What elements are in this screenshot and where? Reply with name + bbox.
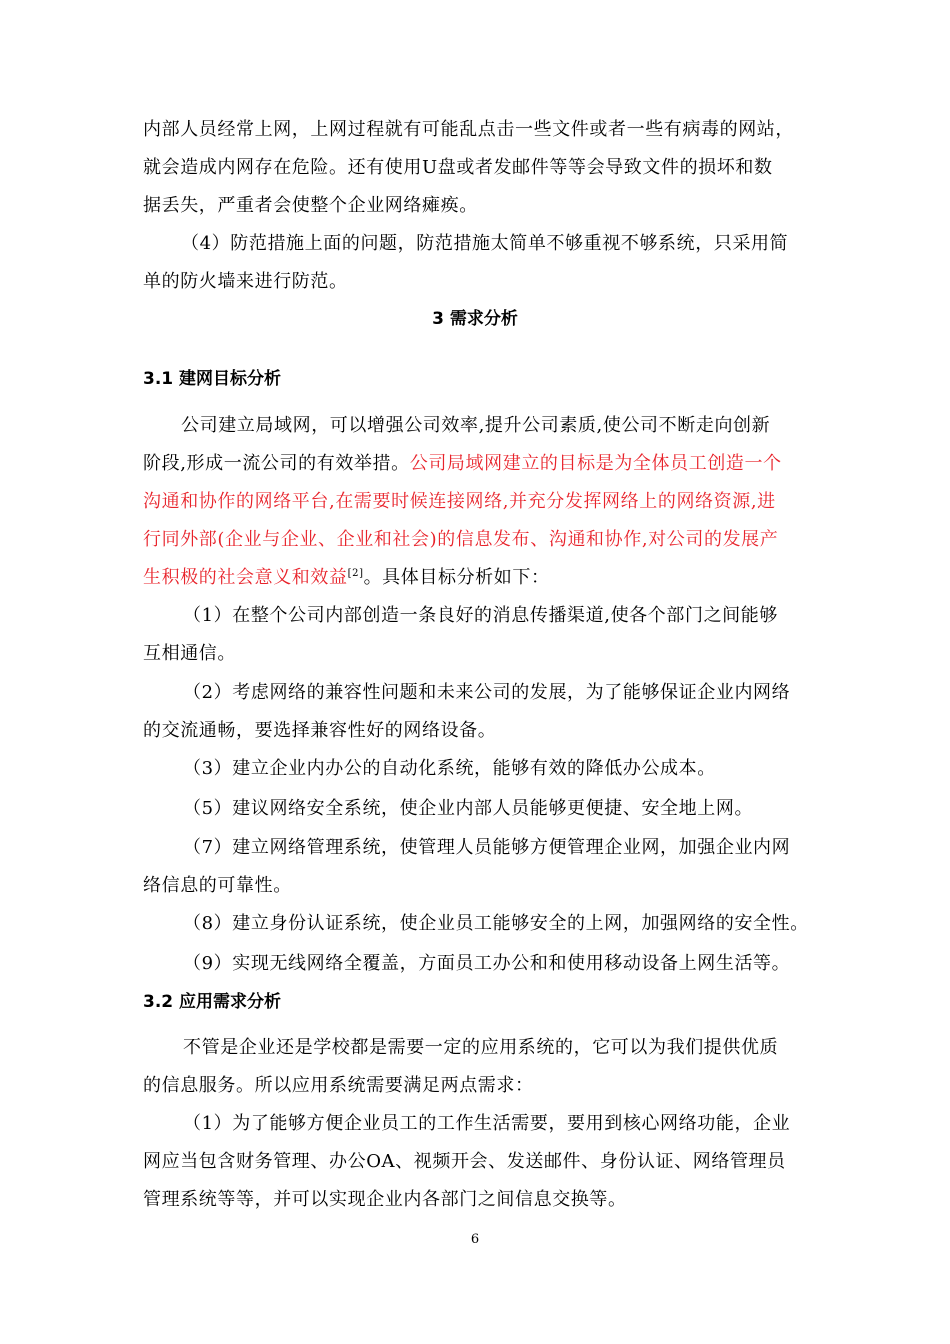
body-text-line: 单的防火墙来进行防范。 — [143, 271, 348, 292]
highlighted-text-line: 行同外部(企业与企业、企业和社会)的信息发布、沟通和协作,对公司的发展产 — [143, 529, 779, 550]
highlighted-text-line: 沟通和协作的网络平台,在需要时候连接网络,并充分发挥网络上的网络资源,进 — [143, 491, 776, 512]
list-item-line: 管理系统等等，并可以实现企业内各部门之间信息交换等。 — [143, 1189, 627, 1210]
list-item-line: （8）建立身份认证系统，使企业员工能够安全的上网，加强网络的安全性。 — [183, 913, 809, 934]
body-text-segment: 阶段,形成一流公司的有效举措。 — [143, 453, 410, 474]
section-heading: 3.2 应用需求分析 — [143, 992, 282, 1012]
section-heading: 3.1 建网目标分析 — [143, 369, 282, 389]
list-item-line: （1）在整个公司内部创造一条良好的消息传播渠道,使各个部门之间能够 — [183, 605, 778, 626]
highlighted-text: 公司局域网建立的目标是为全体员工创造一个 — [409, 453, 782, 474]
list-item-line: （3）建立企业内办公的自动化系统，能够有效的降低办公成本。 — [183, 758, 716, 779]
list-item-line: （1）为了能够方便企业员工的工作生活需要，要用到核心网络功能，企业 — [183, 1113, 791, 1134]
citation-marker: [2] — [347, 568, 364, 579]
body-text-line — [143, 452, 823, 476]
list-item-line: （9）实现无线网络全覆盖，方面员工办公和和使用移动设备上网生活等。 — [183, 953, 791, 974]
body-text-line: 就会造成内网存在危险。还有使用U盘或者发邮件等等会导致文件的损坏和数 — [143, 157, 773, 178]
highlighted-text: 生积极的社会意义和效益 — [143, 567, 348, 588]
chapter-heading: 3 需求分析 — [432, 309, 518, 329]
body-text-line: 据丢失，严重者会使整个企业网络瘫痪。 — [143, 195, 478, 216]
body-text-line: 的信息服务。所以应用系统需要满足两点需求： — [143, 1075, 534, 1096]
body-text-line: 不管是企业还是学校都是需要一定的应用系统的，它可以为我们提供优质 — [183, 1037, 779, 1058]
page-number: 6 — [470, 1232, 480, 1247]
body-text-line — [143, 566, 823, 590]
list-item-line: 互相通信。 — [143, 643, 236, 664]
body-text-line: 公司建立局域网，可以增强公司效率,提升公司素质,使公司不断走向创新 — [181, 415, 771, 436]
list-item-line: 的交流通畅，要选择兼容性好的网络设备。 — [143, 720, 497, 741]
body-text-line: （4）防范措施上面的问题，防范措施太简单不够重视不够系统，只采用简 — [181, 233, 789, 254]
list-item-line: （5）建议网络安全系统，使企业内部人员能够更便捷、安全地上网。 — [183, 798, 754, 819]
list-item-line: 络信息的可靠性。 — [143, 875, 292, 896]
body-text-line: 内部人员经常上网，上网过程就有可能乱点击一些文件或者一些有病毒的网站， — [143, 119, 794, 140]
list-item-line: 网应当包含财务管理、办公OA、视频开会、发送邮件、身份认证、网络管理员 — [143, 1151, 786, 1172]
list-item-line: （7）建立网络管理系统，使管理人员能够方便管理企业网，加强企业内网 — [183, 837, 791, 858]
list-item-line: （2）考虑网络的兼容性问题和未来公司的发展，为了能够保证企业内网络 — [183, 682, 791, 703]
body-text-segment: 。具体目标分析如下： — [363, 567, 550, 588]
